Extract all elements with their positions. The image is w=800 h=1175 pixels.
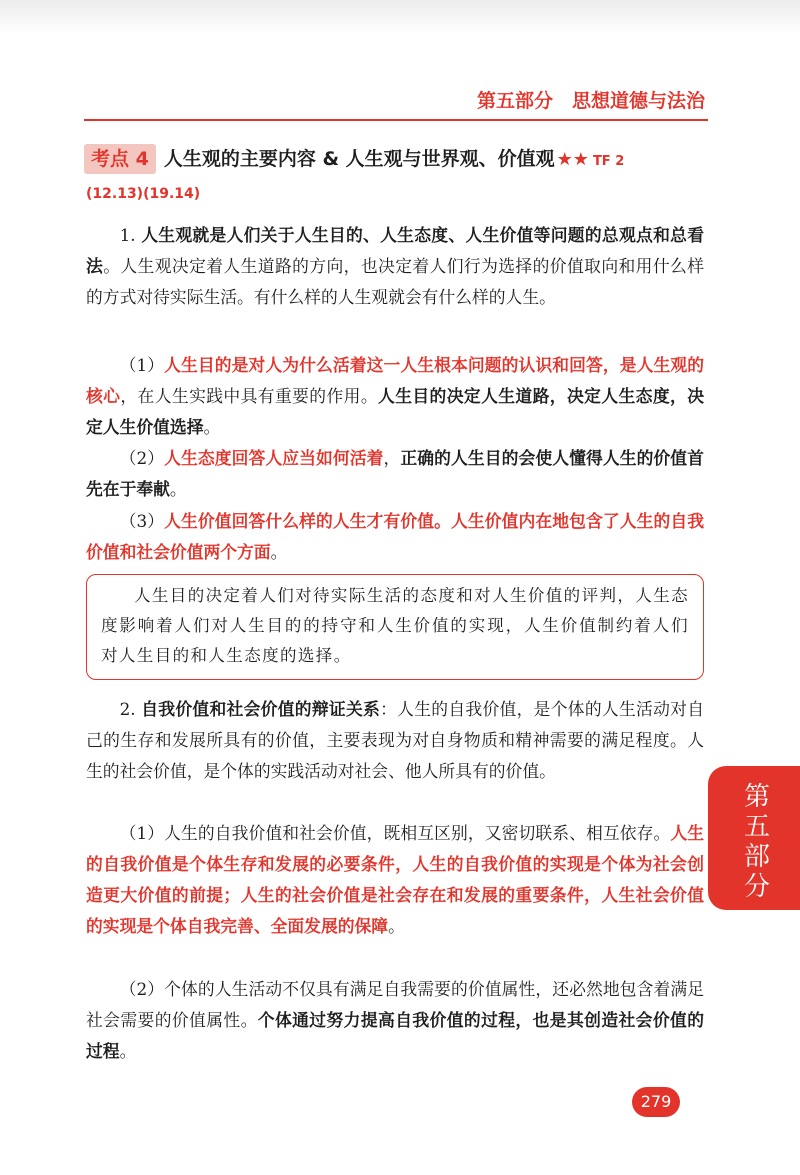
p1-3-number: （3） [119,511,165,531]
paragraph-1-3 [86,506,704,568]
p2-2-end: 。 [119,1041,137,1061]
paragraph-1 [86,220,704,313]
header-divider [84,119,708,121]
p2-bold: 自我价值和社会价值的辩证关系 [141,699,381,719]
kaodian-refs: (12.13)(19.14) [86,186,201,202]
paragraph-1-1 [86,350,704,443]
summary-callout-box [86,574,704,680]
p1-1-bold: 人生目的决定人生道路，决定人生态度，决定人生价值选择 [86,386,704,437]
p2-number: 2. [119,699,142,719]
side-tab-char: 部 [743,842,770,872]
callout-text: 人生目的决定着人们对待实际生活的态度和对人生价值的评判，人生态度影响着人们对人生目的的持守和人生价值的实现，人生价值制约着人们对人生目的和人生态度的选择。 [101,586,689,665]
kaodian-heading [84,144,704,177]
kaodian-title: 人生观的主要内容 & 人生观与世界观、价值观 [163,148,555,170]
page-number: 279 [632,1087,680,1117]
p1-3-red: 人生价值回答什么样的人生才有价值。人生价值内在地包含了人生的自我价值和社会价值两个方面 [86,511,704,562]
importance-star-icon: ★★ [556,149,589,170]
paragraph-2-2 [86,974,704,1067]
paragraph-2 [86,694,704,787]
side-tab-char: 五 [743,812,770,842]
p2-1-end: 。 [388,916,405,936]
p2-1-text: （1）人生的自我价值和社会价值，既相互区别，又密切联系、相互依存。 [119,823,671,843]
p1-2-end: 。 [169,479,187,499]
p1-2-red: 人生态度回答人应当如何活着 [164,448,384,468]
p1-2-number: （2） [119,448,165,468]
side-tab-char: 第 [743,782,770,812]
p2-text: ：人生的自我价值，是个体的人生活动对自己的生存和发展所具有的价值，主要表现为对自身物质和精神需要的满足程度。人生的社会价值，是个体的实践活动对社会、他人所具有的价值。 [86,699,704,781]
p1-text: 。人生观决定着人生道路的方向，也决定着人们行为选择的价值取向和用什么样的方式对待实际生活。有什么样的人生观就会有什么样的人生。 [86,256,704,307]
paragraph-1-2 [86,443,704,505]
header-subject: 思想道德与法治 [571,90,705,112]
kaodian-tf: TF 2 [592,154,625,169]
side-tab-char: 分 [743,872,770,902]
p2-2-text: （2）个体的人生活动不仅具有满足自我需要的价值属性，还必然地包含着满足社会需要的价值属性。 [86,979,704,1030]
p1-1-red: 人生目的是对人为什么活着这一人生根本问题的认识和回答，是人生观的核心 [86,355,704,406]
p2-2-bold: 个体通过努力提高自我价值的过程，也是其创造社会价值的过程 [86,1010,704,1061]
p1-3-end: 。 [270,542,288,562]
page-top-shade [0,0,800,34]
header-section: 第五部分 [476,90,553,112]
section-side-tab [708,766,800,910]
paragraph-2-1 [86,818,704,942]
p1-bold: 人生观就是人们关于人生目的、人生态度、人生价值等问题的总观点和总看法 [86,225,704,276]
p2-1-red: 人生的自我价值是个体生存和发展的必要条件，人生的自我价值的实现是个体为社会创造更大价值的前提；人生的社会价值是社会存在和发展的重要条件，人生社会价值的实现是个体自我完善、全面发展的保障 [86,823,704,936]
running-header [470,86,705,113]
p1-2-comma: ， [383,448,401,468]
p1-2-bold: 正确的人生目的会使人懂得人生的价值首先在于奉献 [86,448,704,499]
p1-number: 1. [119,225,142,245]
p1-1-text: ，在人生实践中具有重要的作用。 [120,386,379,406]
kaodian-badge: 考点 4 [84,144,156,174]
p1-1-number: （1） [119,355,165,375]
p1-1-end: 。 [203,417,221,437]
